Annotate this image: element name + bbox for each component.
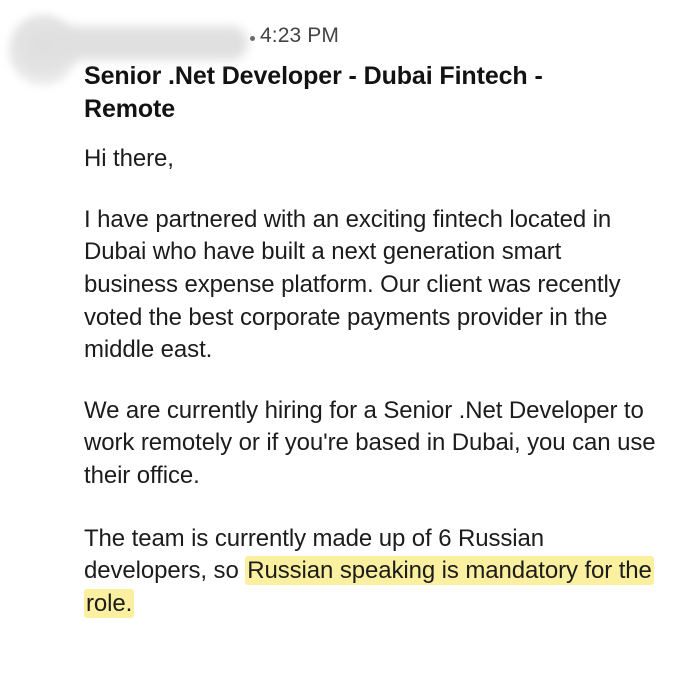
timestamp: 4:23 PM [260, 24, 339, 47]
separator-dot-icon [250, 36, 255, 41]
message-body [84, 143, 656, 621]
body-paragraph-2: We are currently hiring for a Senior .Net Developer to work remotely or if you're based in Dubai, you can use their office. [84, 396, 656, 489]
message-header [84, 14, 656, 58]
body-paragraph-3 [84, 523, 656, 621]
greeting-paragraph: Hi there, [84, 145, 174, 172]
body-paragraph-1: I have partnered with an exciting fintech located in Dubai who have built a next generation smart business expense platform. Our client was recently voted the best corporate payments provider in the middle east. [84, 205, 621, 364]
final-paragraph-text: The team is currently made up of 6 Russian developers, so [84, 524, 545, 585]
message-subject: Senior .Net Developer - Dubai Fintech - Remote [84, 62, 543, 123]
highlighted-text: Russian speaking is mandatory for the role. [86, 557, 652, 617]
